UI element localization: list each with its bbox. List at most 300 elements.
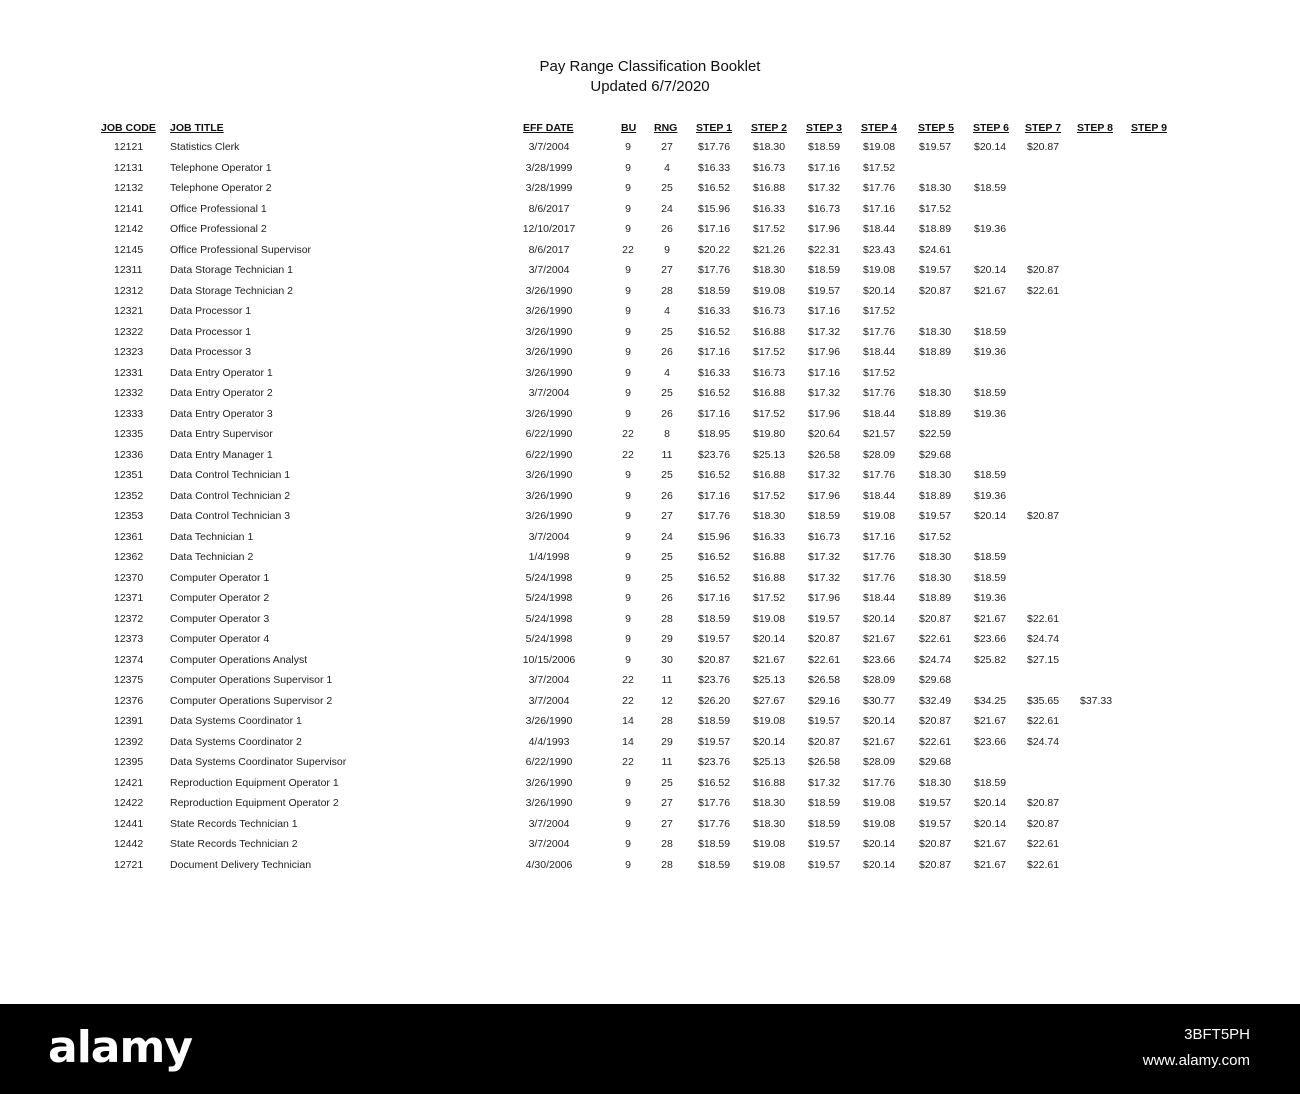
step-1-cell: $18.59 xyxy=(698,285,731,297)
rng-cell: 28 xyxy=(661,613,673,625)
step-6-cell: $18.59 xyxy=(974,572,1007,584)
job-code-cell: 12376 xyxy=(114,695,144,707)
watermark-url: www.alamy.com xyxy=(1142,1052,1250,1069)
eff-date-cell: 3/26/1990 xyxy=(525,510,573,522)
column-header: RNG xyxy=(654,122,678,134)
step-1-cell: $26.20 xyxy=(698,695,731,707)
bu-cell: 22 xyxy=(622,756,634,768)
step-6-cell: $19.36 xyxy=(974,592,1007,604)
step-1-cell: $17.76 xyxy=(698,141,731,153)
step-7-cell: $20.87 xyxy=(1027,797,1060,809)
job-title-cell: Data Control Technician 2 xyxy=(170,490,291,502)
step-3-cell: $20.64 xyxy=(808,428,841,440)
step-5-cell: $18.30 xyxy=(919,572,952,584)
step-4-cell: $18.44 xyxy=(863,346,896,358)
step-5-cell: $20.87 xyxy=(919,715,952,727)
step-4-cell: $19.08 xyxy=(863,818,896,830)
step-3-cell: $18.59 xyxy=(808,797,841,809)
job-code-cell: 12374 xyxy=(114,654,144,666)
job-title-cell: Statistics Clerk xyxy=(170,141,240,153)
step-6-cell: $23.66 xyxy=(974,736,1007,748)
bu-cell: 9 xyxy=(625,305,631,317)
step-5-cell: $19.57 xyxy=(919,797,952,809)
bu-cell: 22 xyxy=(622,244,634,256)
step-3-cell: $17.32 xyxy=(808,387,841,399)
eff-date-cell: 3/26/1990 xyxy=(525,305,573,317)
step-2-cell: $20.14 xyxy=(753,633,786,645)
job-title-cell: Data Systems Coordinator Supervisor xyxy=(170,756,347,768)
bu-cell: 9 xyxy=(625,531,631,543)
step-2-cell: $21.67 xyxy=(753,654,786,666)
step-4-cell: $28.09 xyxy=(863,449,896,461)
eff-date-cell: 12/10/2017 xyxy=(522,223,576,235)
job-title-cell: Computer Operations Supervisor 2 xyxy=(170,695,333,707)
step-7-cell: $20.87 xyxy=(1027,141,1060,153)
step-4-cell: $20.14 xyxy=(863,715,896,727)
bu-cell: 22 xyxy=(622,674,634,686)
bu-cell: 9 xyxy=(625,592,631,604)
job-code-cell: 12371 xyxy=(114,592,144,604)
job-title-cell: Telephone Operator 2 xyxy=(170,182,272,194)
step-2-cell: $25.13 xyxy=(753,674,786,686)
step-1-cell: $17.16 xyxy=(698,346,731,358)
step-5-cell: $22.61 xyxy=(919,736,952,748)
step-4-cell: $19.08 xyxy=(863,264,896,276)
eff-date-cell: 6/22/1990 xyxy=(525,449,573,461)
rng-cell: 26 xyxy=(661,346,673,358)
rng-cell: 24 xyxy=(661,531,673,543)
job-code-cell: 12442 xyxy=(114,838,144,850)
job-code-cell: 12142 xyxy=(114,223,144,235)
step-5-cell: $20.87 xyxy=(919,859,952,871)
step-5-cell: $19.57 xyxy=(919,818,952,830)
column-header: STEP 2 xyxy=(751,122,787,134)
step-4-cell: $17.76 xyxy=(863,326,896,338)
step-1-cell: $17.16 xyxy=(698,592,731,604)
image-id: 3BFT5PH xyxy=(1184,1026,1250,1043)
rng-cell: 27 xyxy=(661,264,673,276)
eff-date-cell: 3/26/1990 xyxy=(525,285,573,297)
step-2-cell: $21.26 xyxy=(753,244,786,256)
step-8-cell: $37.33 xyxy=(1080,695,1113,707)
job-title-cell: State Records Technician 1 xyxy=(170,818,298,830)
rng-cell: 8 xyxy=(664,428,670,440)
step-5-cell: $22.59 xyxy=(919,428,952,440)
step-4-cell: $17.76 xyxy=(863,572,896,584)
step-5-cell: $18.89 xyxy=(919,223,952,235)
eff-date-cell: 3/26/1990 xyxy=(525,715,573,727)
step-2-cell: $16.73 xyxy=(753,305,786,317)
step-6-cell: $34.25 xyxy=(974,695,1007,707)
column-header: STEP 7 xyxy=(1025,122,1061,134)
step-7-cell: $22.61 xyxy=(1027,285,1060,297)
step-5-cell: $20.87 xyxy=(919,613,952,625)
step-1-cell: $18.59 xyxy=(698,715,731,727)
step-5-cell: $19.57 xyxy=(919,264,952,276)
bu-cell: 9 xyxy=(625,777,631,789)
step-2-cell: $18.30 xyxy=(753,797,786,809)
step-6-cell: $19.36 xyxy=(974,490,1007,502)
step-3-cell: $19.57 xyxy=(808,715,841,727)
step-5-cell: $29.68 xyxy=(919,756,952,768)
job-title-cell: Data Processor 3 xyxy=(170,346,252,358)
step-2-cell: $16.88 xyxy=(753,777,786,789)
rng-cell: 4 xyxy=(664,162,670,174)
step-2-cell: $19.80 xyxy=(753,428,786,440)
step-3-cell: $17.96 xyxy=(808,408,841,420)
job-title-cell: Office Professional 2 xyxy=(170,223,267,235)
eff-date-cell: 3/26/1990 xyxy=(525,367,573,379)
job-title-cell: Computer Operator 1 xyxy=(170,572,270,584)
job-code-cell: 12333 xyxy=(114,408,144,420)
rng-cell: 28 xyxy=(661,859,673,871)
eff-date-cell: 1/4/1998 xyxy=(528,551,570,563)
column-header: STEP 4 xyxy=(861,122,897,134)
step-4-cell: $20.14 xyxy=(863,613,896,625)
step-4-cell: $18.44 xyxy=(863,223,896,235)
eff-date-cell: 5/24/1998 xyxy=(525,572,573,584)
column-header: STEP 3 xyxy=(806,122,842,134)
eff-date-cell: 3/7/2004 xyxy=(528,695,570,707)
step-6-cell: $19.36 xyxy=(974,408,1007,420)
step-4-cell: $30.77 xyxy=(863,695,896,707)
step-5-cell: $18.30 xyxy=(919,182,952,194)
step-1-cell: $20.87 xyxy=(698,654,731,666)
step-7-cell: $35.65 xyxy=(1027,695,1060,707)
step-6-cell: $18.59 xyxy=(974,387,1007,399)
rng-cell: 26 xyxy=(661,408,673,420)
job-code-cell: 12362 xyxy=(114,551,144,563)
step-5-cell: $18.30 xyxy=(919,387,952,399)
step-6-cell: $18.59 xyxy=(974,551,1007,563)
step-2-cell: $16.73 xyxy=(753,162,786,174)
step-6-cell: $23.66 xyxy=(974,633,1007,645)
step-3-cell: $16.73 xyxy=(808,531,841,543)
step-2-cell: $16.88 xyxy=(753,387,786,399)
step-5-cell: $29.68 xyxy=(919,449,952,461)
step-1-cell: $19.57 xyxy=(698,736,731,748)
bu-cell: 9 xyxy=(625,838,631,850)
step-3-cell: $17.32 xyxy=(808,551,841,563)
step-1-cell: $20.22 xyxy=(698,244,731,256)
step-4-cell: $21.67 xyxy=(863,633,896,645)
step-3-cell: $17.32 xyxy=(808,572,841,584)
rng-cell: 25 xyxy=(661,182,673,194)
step-2-cell: $19.08 xyxy=(753,859,786,871)
job-title-cell: Document Delivery Technician xyxy=(170,859,312,871)
step-3-cell: $17.32 xyxy=(808,326,841,338)
step-2-cell: $18.30 xyxy=(753,141,786,153)
step-2-cell: $16.88 xyxy=(753,182,786,194)
job-code-cell: 12422 xyxy=(114,797,144,809)
job-code-cell: 12395 xyxy=(114,756,144,768)
rng-cell: 11 xyxy=(661,756,673,768)
step-1-cell: $18.59 xyxy=(698,859,731,871)
step-5-cell: $18.30 xyxy=(919,326,952,338)
step-3-cell: $26.58 xyxy=(808,674,841,686)
rng-cell: 24 xyxy=(661,203,673,215)
step-2-cell: $17.52 xyxy=(753,223,786,235)
rng-cell: 27 xyxy=(661,818,673,830)
step-1-cell: $16.52 xyxy=(698,551,731,563)
step-5-cell: $29.68 xyxy=(919,674,952,686)
step-6-cell: $19.36 xyxy=(974,346,1007,358)
step-1-cell: $15.96 xyxy=(698,531,731,543)
job-title-cell: Data Systems Coordinator 2 xyxy=(170,736,302,748)
eff-date-cell: 3/28/1999 xyxy=(525,162,573,174)
bu-cell: 22 xyxy=(622,449,634,461)
step-4-cell: $19.08 xyxy=(863,141,896,153)
job-code-cell: 12322 xyxy=(114,326,144,338)
eff-date-cell: 8/6/2017 xyxy=(528,203,570,215)
step-4-cell: $20.14 xyxy=(863,838,896,850)
job-code-cell: 12121 xyxy=(114,141,144,153)
step-5-cell: $18.30 xyxy=(919,469,952,481)
step-3-cell: $17.32 xyxy=(808,777,841,789)
rng-cell: 25 xyxy=(661,387,673,399)
step-4-cell: $17.76 xyxy=(863,551,896,563)
job-title-cell: State Records Technician 2 xyxy=(170,838,298,850)
step-6-cell: $19.36 xyxy=(974,223,1007,235)
step-1-cell: $23.76 xyxy=(698,756,731,768)
rng-cell: 28 xyxy=(661,715,673,727)
rng-cell: 11 xyxy=(661,449,673,461)
rng-cell: 11 xyxy=(661,674,673,686)
job-code-cell: 12311 xyxy=(114,264,143,276)
step-3-cell: $19.57 xyxy=(808,613,841,625)
job-code-cell: 12375 xyxy=(114,674,144,686)
step-6-cell: $21.67 xyxy=(974,285,1007,297)
bu-cell: 22 xyxy=(622,695,634,707)
step-2-cell: $18.30 xyxy=(753,818,786,830)
step-1-cell: $17.16 xyxy=(698,490,731,502)
step-2-cell: $17.52 xyxy=(753,490,786,502)
step-3-cell: $18.59 xyxy=(808,264,841,276)
document-subtitle: Updated 6/7/2020 xyxy=(590,78,710,95)
eff-date-cell: 3/7/2004 xyxy=(528,531,570,543)
rng-cell: 28 xyxy=(661,838,673,850)
step-4-cell: $17.52 xyxy=(863,162,896,174)
step-6-cell: $18.59 xyxy=(974,469,1007,481)
column-header: BU xyxy=(621,122,637,134)
job-code-cell: 12141 xyxy=(114,203,144,215)
job-code-cell: 12145 xyxy=(114,244,144,256)
step-2-cell: $19.08 xyxy=(753,838,786,850)
bu-cell: 9 xyxy=(625,551,631,563)
bu-cell: 9 xyxy=(625,654,631,666)
step-3-cell: $17.96 xyxy=(808,490,841,502)
step-1-cell: $17.76 xyxy=(698,510,731,522)
step-5-cell: $19.57 xyxy=(919,141,952,153)
job-title-cell: Computer Operations Analyst xyxy=(170,654,308,666)
step-5-cell: $20.87 xyxy=(919,838,952,850)
job-code-cell: 12131 xyxy=(114,162,144,174)
job-title-cell: Data Storage Technician 2 xyxy=(170,285,293,297)
step-4-cell: $21.67 xyxy=(863,736,896,748)
job-title-cell: Computer Operator 2 xyxy=(170,592,270,604)
step-4-cell: $20.14 xyxy=(863,859,896,871)
bu-cell: 9 xyxy=(625,182,631,194)
step-1-cell: $18.59 xyxy=(698,613,731,625)
step-7-cell: $20.87 xyxy=(1027,264,1060,276)
step-4-cell: $19.08 xyxy=(863,510,896,522)
job-title-cell: Computer Operations Supervisor 1 xyxy=(170,674,333,686)
job-code-cell: 12321 xyxy=(114,305,144,317)
step-6-cell: $20.14 xyxy=(974,264,1007,276)
step-6-cell: $20.14 xyxy=(974,818,1007,830)
eff-date-cell: 3/26/1990 xyxy=(525,797,573,809)
step-7-cell: $20.87 xyxy=(1027,510,1060,522)
step-3-cell: $17.16 xyxy=(808,162,841,174)
job-title-cell: Data Entry Manager 1 xyxy=(170,449,273,461)
rng-cell: 25 xyxy=(661,777,673,789)
step-1-cell: $23.76 xyxy=(698,674,731,686)
eff-date-cell: 5/24/1998 xyxy=(525,633,573,645)
job-code-cell: 12352 xyxy=(114,490,144,502)
step-4-cell: $17.76 xyxy=(863,182,896,194)
eff-date-cell: 6/22/1990 xyxy=(525,428,573,440)
eff-date-cell: 3/26/1990 xyxy=(525,408,573,420)
step-6-cell: $20.14 xyxy=(974,510,1007,522)
bu-cell: 9 xyxy=(625,633,631,645)
job-code-cell: 12335 xyxy=(114,428,144,440)
rng-cell: 26 xyxy=(661,223,673,235)
step-7-cell: $22.61 xyxy=(1027,838,1060,850)
step-6-cell: $21.67 xyxy=(974,613,1007,625)
step-4-cell: $17.16 xyxy=(863,531,896,543)
step-4-cell: $18.44 xyxy=(863,592,896,604)
job-title-cell: Data Processor 1 xyxy=(170,305,252,317)
step-2-cell: $17.52 xyxy=(753,408,786,420)
step-1-cell: $16.52 xyxy=(698,387,731,399)
bu-cell: 9 xyxy=(625,510,631,522)
step-2-cell: $18.30 xyxy=(753,264,786,276)
step-1-cell: $17.76 xyxy=(698,818,731,830)
step-4-cell: $17.52 xyxy=(863,367,896,379)
job-title-cell: Telephone Operator 1 xyxy=(170,162,272,174)
step-5-cell: $32.49 xyxy=(919,695,952,707)
step-1-cell: $17.16 xyxy=(698,223,731,235)
step-3-cell: $17.16 xyxy=(808,367,841,379)
job-title-cell: Computer Operator 4 xyxy=(170,633,270,645)
step-7-cell: $27.15 xyxy=(1027,654,1060,666)
step-5-cell: $18.89 xyxy=(919,408,952,420)
job-title-cell: Data Systems Coordinator 1 xyxy=(170,715,302,727)
eff-date-cell: 3/7/2004 xyxy=(528,674,570,686)
rng-cell: 27 xyxy=(661,797,673,809)
step-5-cell: $18.30 xyxy=(919,777,952,789)
step-5-cell: $20.87 xyxy=(919,285,952,297)
bu-cell: 14 xyxy=(622,715,634,727)
step-3-cell: $22.31 xyxy=(808,244,841,256)
job-title-cell: Data Processor 1 xyxy=(170,326,252,338)
job-code-cell: 12361 xyxy=(114,531,144,543)
column-header: STEP 8 xyxy=(1077,122,1113,134)
step-4-cell: $17.76 xyxy=(863,387,896,399)
bu-cell: 9 xyxy=(625,285,631,297)
step-4-cell: $28.09 xyxy=(863,674,896,686)
bu-cell: 9 xyxy=(625,408,631,420)
job-code-cell: 12336 xyxy=(114,449,144,461)
step-3-cell: $17.32 xyxy=(808,469,841,481)
step-1-cell: $16.33 xyxy=(698,367,731,379)
step-6-cell: $25.82 xyxy=(974,654,1007,666)
step-3-cell: $18.59 xyxy=(808,818,841,830)
step-3-cell: $17.16 xyxy=(808,305,841,317)
step-3-cell: $18.59 xyxy=(808,510,841,522)
eff-date-cell: 10/15/2006 xyxy=(522,654,576,666)
column-header: STEP 5 xyxy=(918,122,954,134)
step-2-cell: $19.08 xyxy=(753,715,786,727)
job-title-cell: Computer Operator 3 xyxy=(170,613,270,625)
watermark-bar xyxy=(0,1004,1300,1094)
step-4-cell: $18.44 xyxy=(863,490,896,502)
step-3-cell: $20.87 xyxy=(808,633,841,645)
bu-cell: 9 xyxy=(625,223,631,235)
column-header: JOB CODE xyxy=(101,122,156,134)
step-1-cell: $15.96 xyxy=(698,203,731,215)
eff-date-cell: 3/7/2004 xyxy=(528,264,570,276)
bu-cell: 9 xyxy=(625,572,631,584)
step-2-cell: $19.08 xyxy=(753,285,786,297)
column-header: EFF DATE xyxy=(523,122,574,134)
job-title-cell: Data Storage Technician 1 xyxy=(170,264,293,276)
eff-date-cell: 3/26/1990 xyxy=(525,777,573,789)
bu-cell: 9 xyxy=(625,613,631,625)
step-3-cell: $22.61 xyxy=(808,654,841,666)
rng-cell: 26 xyxy=(661,490,673,502)
step-3-cell: $17.96 xyxy=(808,223,841,235)
eff-date-cell: 8/6/2017 xyxy=(528,244,570,256)
job-title-cell: Data Entry Operator 2 xyxy=(170,387,273,399)
step-5-cell: $18.89 xyxy=(919,592,952,604)
job-title-cell: Office Professional 1 xyxy=(170,203,267,215)
job-code-cell: 12721 xyxy=(114,859,144,871)
job-code-cell: 12373 xyxy=(114,633,144,645)
rng-cell: 4 xyxy=(664,367,670,379)
step-4-cell: $28.09 xyxy=(863,756,896,768)
step-7-cell: $22.61 xyxy=(1027,613,1060,625)
job-code-cell: 12421 xyxy=(114,777,144,789)
step-1-cell: $16.33 xyxy=(698,305,731,317)
eff-date-cell: 3/7/2004 xyxy=(528,838,570,850)
step-1-cell: $19.57 xyxy=(698,633,731,645)
rng-cell: 30 xyxy=(661,654,673,666)
step-6-cell: $20.14 xyxy=(974,141,1007,153)
rng-cell: 26 xyxy=(661,592,673,604)
eff-date-cell: 5/24/1998 xyxy=(525,592,573,604)
step-4-cell: $21.57 xyxy=(863,428,896,440)
step-6-cell: $21.67 xyxy=(974,859,1007,871)
job-code-cell: 12370 xyxy=(114,572,144,584)
rng-cell: 25 xyxy=(661,572,673,584)
step-1-cell: $16.52 xyxy=(698,777,731,789)
job-code-cell: 12312 xyxy=(114,285,144,297)
step-6-cell: $18.59 xyxy=(974,326,1007,338)
step-6-cell: $21.67 xyxy=(974,838,1007,850)
step-2-cell: $17.52 xyxy=(753,346,786,358)
eff-date-cell: 3/7/2004 xyxy=(528,818,570,830)
step-2-cell: $16.88 xyxy=(753,326,786,338)
rng-cell: 25 xyxy=(661,326,673,338)
step-2-cell: $16.88 xyxy=(753,469,786,481)
job-code-cell: 12391 xyxy=(114,715,144,727)
job-title-cell: Data Technician 1 xyxy=(170,531,254,543)
column-header: STEP 9 xyxy=(1131,122,1167,134)
column-header: JOB TITLE xyxy=(170,122,224,134)
eff-date-cell: 3/28/1999 xyxy=(525,182,573,194)
step-1-cell: $17.76 xyxy=(698,797,731,809)
